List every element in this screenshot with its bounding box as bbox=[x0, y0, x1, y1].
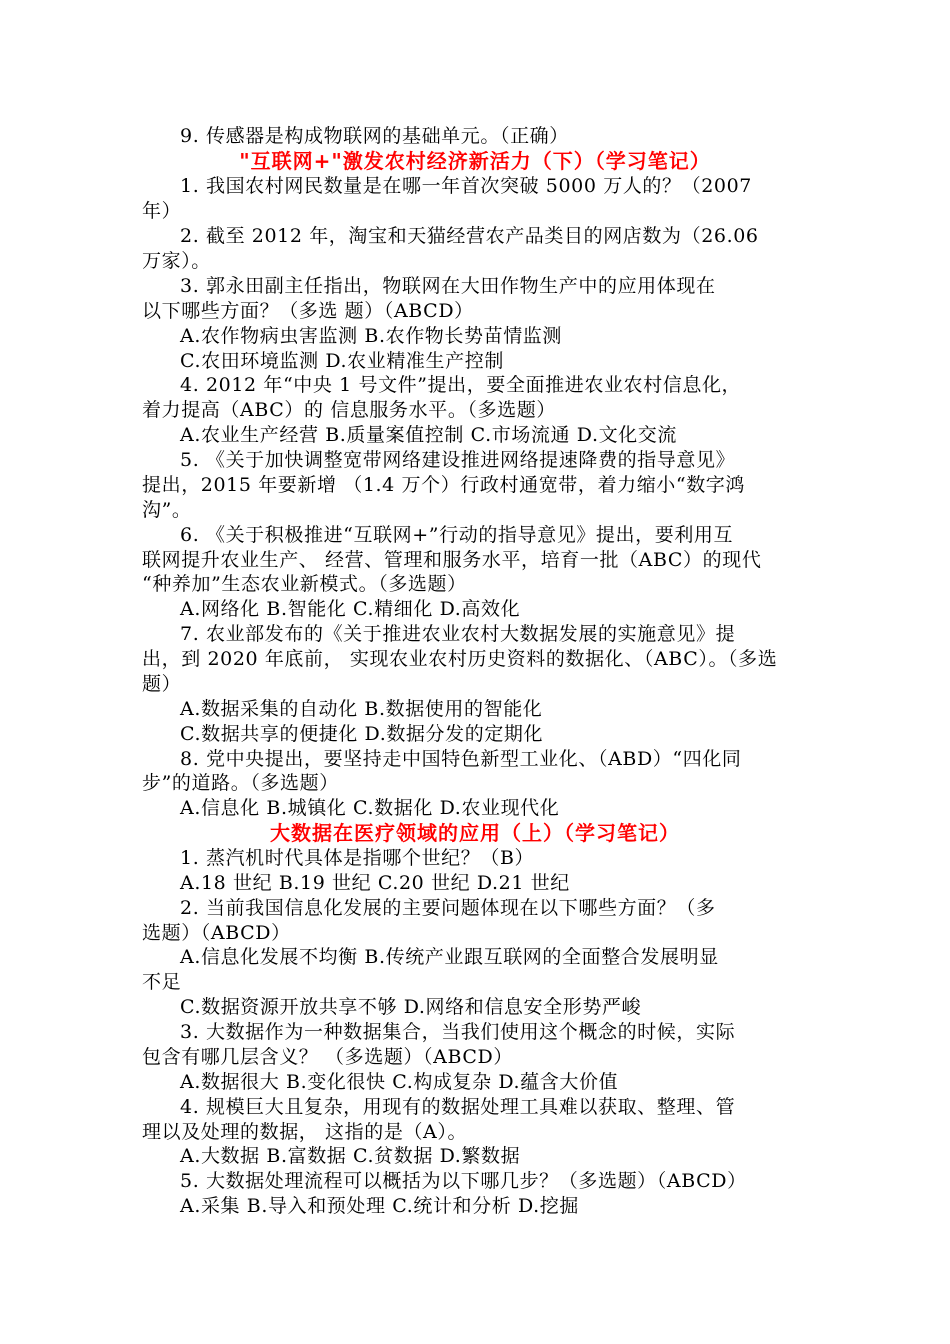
text-line: 不足 bbox=[142, 971, 182, 993]
section-heading: "互联网+"激发农村经济新活力（下）（学习笔记） bbox=[239, 149, 711, 173]
text-line: A.农作物病虫害监测 B.农作物长势苗情监测 bbox=[180, 325, 563, 347]
text-line: A.信息化发展不均衡 B.传统产业跟互联网的全面整合发展明显 bbox=[180, 946, 719, 968]
text-line: A.大数据 B.富数据 C.贫数据 D.繁数据 bbox=[180, 1145, 521, 1167]
text-line: 3. 郭永田副主任指出，物联网在大田作物生产中的应用体现在 bbox=[180, 275, 716, 297]
text-line: A.信息化 B.城镇化 C.数据化 D.农业现代化 bbox=[180, 797, 560, 819]
text-line: 包含有哪几层含义？ （多选题）（ABCD） bbox=[142, 1046, 513, 1068]
section-heading: 大数据在医疗领域的应用（上）（学习笔记） bbox=[270, 821, 680, 845]
text-line: 出，到 2020 年底前， 实现农业农村历史资料的数据化、（ABC）。（多选 bbox=[142, 648, 778, 670]
text-line: 3. 大数据作为一种数据集合，当我们使用这个概念的时候，实际 bbox=[180, 1021, 736, 1043]
text-line: 万家）。 bbox=[142, 250, 211, 272]
text-line: A.网络化 B.智能化 C.精细化 D.高效化 bbox=[180, 598, 521, 620]
text-line: 提出，2015 年要新增 （1.4 万个）行政村通宽带，着力缩小“数字鸿 bbox=[142, 474, 746, 496]
text-line: 以下哪些方面？（多选 题）（ABCD） bbox=[142, 300, 474, 322]
text-line: C.农田环境监测 D.农业精准生产控制 bbox=[180, 350, 504, 372]
text-line: A.18 世纪 B.19 世纪 C.20 世纪 D.21 世纪 bbox=[180, 872, 570, 894]
text-line: A.数据很大 B.变化很快 C.构成复杂 D.蕴含大价值 bbox=[180, 1071, 619, 1093]
text-line: 联网提升农业生产、 经营、管理和服务水平，培育一批（ABC）的现代 bbox=[142, 549, 762, 571]
text-line: 5. 《关于加快调整宽带网络建设推进网络提速降费的指导意见》 bbox=[180, 449, 736, 471]
text-line: 6. 《关于积极推进“互联网+”行动的指导意见》提出，要利用互 bbox=[180, 524, 734, 546]
text-line: 1. 我国农村网民数量是在哪一年首次突破 5000 万人的？（2007 bbox=[180, 175, 752, 197]
text-line: 理以及处理的数据， 这指的是（A）。 bbox=[142, 1121, 468, 1143]
text-line: “种养加”生态农业新模式。（多选题） bbox=[142, 573, 467, 595]
text-line: A.数据采集的自动化 B.数据使用的智能化 bbox=[180, 698, 543, 720]
text-line: 4. 规模巨大且复杂，用现有的数据处理工具难以获取、整理、管 bbox=[180, 1096, 736, 1118]
text-line: 年） bbox=[142, 200, 182, 222]
text-line: 8. 党中央提出，要坚持走中国特色新型工业化、（ABD）“四化同 bbox=[180, 748, 742, 770]
text-line: 选题）（ABCD） bbox=[142, 922, 291, 944]
text-line: C.数据共享的便捷化 D.数据分发的定期化 bbox=[180, 723, 544, 745]
text-line: 步”的道路。（多选题） bbox=[142, 772, 339, 794]
text-line: 5. 大数据处理流程可以概括为以下哪几步？（多选题）（ABCD） bbox=[180, 1170, 747, 1192]
text-line: 沟”。 bbox=[142, 499, 192, 521]
text-line: 7. 农业部发布的《关于推进农业农村大数据发展的实施意见》提 bbox=[180, 623, 736, 645]
text-line: A.农业生产经营 B.质量案值控制 C.市场流通 D.文化交流 bbox=[180, 424, 677, 446]
text-line: C.数据资源开放共享不够 D.网络和信息安全形势严峻 bbox=[180, 996, 642, 1018]
text-line: 9. 传感器是构成物联网的基础单元。（正确） bbox=[180, 125, 569, 147]
text-line: 1. 蒸汽机时代具体是指哪个世纪？（B） bbox=[180, 847, 535, 869]
text-line: 题） bbox=[142, 673, 182, 695]
text-line: 2. 截至 2012 年，淘宝和天猫经营农产品类目的网店数为（26.06 bbox=[180, 225, 759, 247]
text-line: A.采集 B.导入和预处理 C.统计和分析 D.挖掘 bbox=[180, 1195, 579, 1217]
text-line: 2. 当前我国信息化发展的主要问题体现在以下哪些方面？（多 bbox=[180, 897, 716, 919]
text-line: 着力提高（ABC）的 信息服务水平。（多选题） bbox=[142, 399, 556, 421]
text-line: 4. 2012 年“中央 1 号文件”提出，要全面推进农业农村信息化， bbox=[180, 374, 742, 396]
